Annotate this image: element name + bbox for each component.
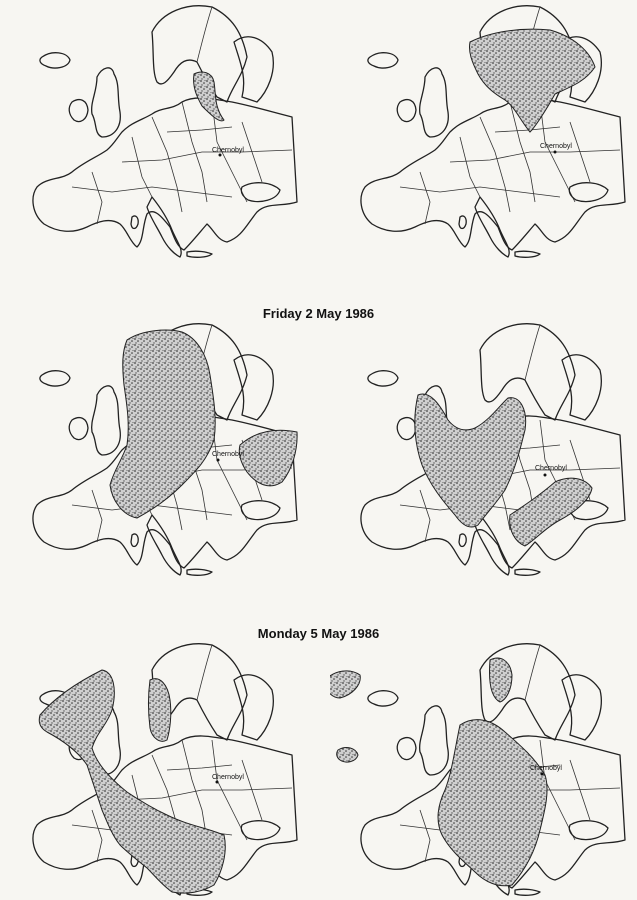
map-middle-right xyxy=(330,320,630,580)
plume-area xyxy=(194,72,224,121)
europe-map-svg xyxy=(330,320,630,580)
plume-area xyxy=(510,478,592,546)
chernobyl-label: Chernobyl xyxy=(540,143,572,150)
map-bottom-right xyxy=(330,640,630,900)
plume-area xyxy=(489,658,512,702)
map-bottom-left xyxy=(2,640,302,900)
plume-area xyxy=(415,394,526,527)
plume-area xyxy=(438,720,547,886)
plume-area xyxy=(330,671,360,698)
chernobyl-marker xyxy=(217,459,220,462)
europe-map-svg xyxy=(330,2,630,262)
europe-map-svg xyxy=(330,640,630,900)
chernobyl-marker xyxy=(541,773,544,776)
plume-area xyxy=(239,430,297,486)
europe-map-svg xyxy=(2,2,302,262)
plume-area xyxy=(149,679,171,742)
plume-area xyxy=(110,330,215,518)
chernobyl-label: Chernobyl xyxy=(530,765,562,772)
chernobyl-label: Chernobyl xyxy=(212,147,244,154)
plume-area xyxy=(39,670,225,893)
chernobyl-marker xyxy=(554,151,557,154)
plume-area xyxy=(469,29,595,132)
europe-map-svg xyxy=(2,320,302,580)
map-top-right xyxy=(330,2,630,262)
europe-map-svg xyxy=(2,640,302,900)
map-middle-left xyxy=(2,320,302,580)
chernobyl-label: Chernobyl xyxy=(535,465,567,472)
chernobyl-marker xyxy=(544,474,547,477)
plume-area xyxy=(337,748,358,763)
chernobyl-label: Chernobyl xyxy=(212,451,244,458)
map-top-left xyxy=(2,2,302,262)
caption-monday: Monday 5 May 1986 xyxy=(257,626,380,641)
caption-friday: Friday 2 May 1986 xyxy=(262,306,375,321)
chernobyl-label: Chernobyl xyxy=(212,774,244,781)
